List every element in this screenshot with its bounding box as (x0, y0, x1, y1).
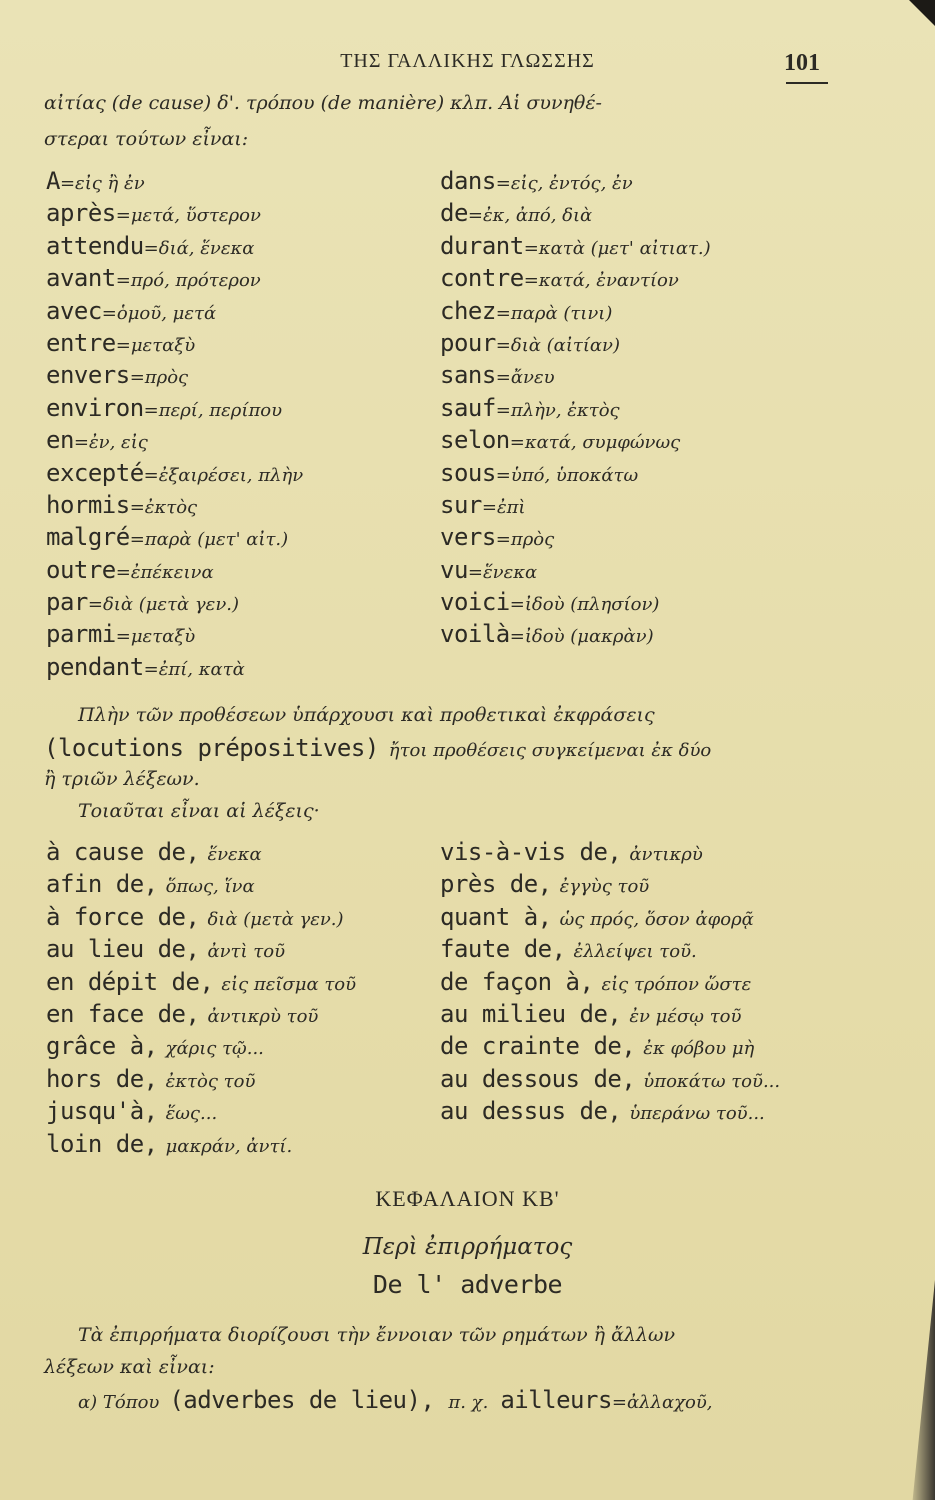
preposition-row-gr: =παρὰ (τινι) (495, 302, 613, 324)
locution-row-gr: ἀντικρὺ (629, 844, 703, 865)
preposition-row-gr: =ὁμοῦ, μετά (101, 302, 217, 324)
preposition-row-fr: A (46, 167, 60, 195)
locution-row-fr: jusqu'à, (46, 1097, 158, 1126)
preposition-row-gr: =ἐξαιρέσει, πλὴν (143, 464, 304, 486)
preposition-row (440, 359, 711, 391)
locution-row-gr: ἕνεκα (207, 844, 262, 865)
preposition-row-fr: en (46, 426, 74, 455)
locution-row-gr: ἐν μέσῳ τοῦ (629, 1005, 742, 1027)
preposition-row-gr: =κατὰ (μετ' αἰτιατ.) (523, 237, 711, 259)
locution-row-fr: en dépit de, (46, 967, 214, 996)
locution-row-fr: hors de, (46, 1064, 158, 1093)
locution-row-gr: ὅπως, ἵνα (165, 876, 255, 898)
locution-row-gr: ἐκτὸς τοῦ (165, 1070, 256, 1092)
preposition-row (46, 359, 303, 391)
page-number-underline (786, 82, 828, 84)
preposition-row-gr: =ἐκ, ἀπό, διὰ (467, 205, 593, 227)
locution-row-fr: de crainte de, (440, 1032, 636, 1061)
preposition-row-fr: durant (440, 231, 524, 260)
preposition-row-fr: après (46, 199, 116, 228)
locution-row-fr: à force de, (46, 902, 200, 931)
locutions-term-gr: ἤτοι προθέσεις συγκείμεναι ἐκ δύο (388, 740, 712, 761)
preposition-row-gr: =κατά, συμφώνως (509, 432, 681, 454)
locution-row-fr: quant à, (440, 902, 552, 931)
preposition-row-fr: pour (440, 328, 496, 357)
preposition-row (46, 295, 303, 327)
preposition-row-gr: =εἰς ἢ ἐν (59, 173, 145, 194)
preposition-row-fr: selon (440, 426, 510, 455)
preposition-row-fr: malgré (46, 523, 130, 552)
preposition-row-fr: sauf (440, 393, 496, 422)
preposition-row-fr: vu (440, 555, 468, 584)
locution-row-fr: vis-à-vis de, (440, 838, 622, 866)
locution-row-gr: ἐκ φόβου μὴ (643, 1038, 755, 1060)
preposition-row-gr: =ἐπί, κατὰ (143, 658, 245, 680)
running-header: ΤΗΣ ΓΑΛΛΙΚΗΣ ΓΛΩΣΣΗΣ (340, 50, 595, 72)
locution-row-fr: au dessous de, (440, 1064, 636, 1093)
locution-row (440, 836, 780, 868)
preposition-row-fr: vers (440, 523, 496, 552)
adverb-example-gr: =ἀλλαχοῦ, (611, 1392, 713, 1413)
adverb-line-3 (78, 1386, 713, 1414)
preposition-row-gr: =διά, ἕνεκα (143, 237, 255, 259)
preposition-row (46, 489, 303, 521)
preposition-row (440, 392, 711, 424)
adverb-place-label: α) Τόπου (78, 1392, 160, 1413)
preposition-row-gr: =πρό, πρότερον (115, 270, 261, 292)
preposition-row-fr: envers (46, 361, 130, 390)
preposition-row (440, 197, 711, 229)
preposition-row-gr: =ἰδοὺ (πλησίον) (509, 594, 660, 616)
preposition-row (46, 554, 303, 586)
preposition-row-gr: =ἐν, εἰς (73, 432, 148, 454)
locution-row-gr: ὡς πρός, ὅσον ἀφορᾷ (559, 908, 754, 930)
adverb-example-label: π. χ. (448, 1392, 489, 1413)
preposition-row-fr: attendu (46, 231, 144, 260)
preposition-row-fr: outre (46, 555, 116, 584)
locution-row-fr: au lieu de, (46, 935, 200, 964)
preposition-row-fr: environ (46, 393, 144, 422)
preposition-row-fr: sans (440, 361, 496, 390)
preposition-row (440, 262, 711, 294)
locution-row-fr: au dessus de, (440, 1097, 622, 1126)
preposition-row-gr: =κατά, ἐναντίον (523, 270, 679, 292)
preposition-row-gr: =ἐκτὸς (129, 496, 198, 518)
preposition-row (440, 457, 711, 489)
preposition-row (46, 197, 303, 229)
preposition-row-fr: entre (46, 328, 116, 357)
preposition-row-fr: dans (440, 167, 496, 195)
locution-row (46, 1030, 356, 1062)
adverb-line-1: Τὰ ἐπιρρήματα διορίζουσι τὴν ἔννοιαν τῶν ρημάτων ἢ ἄλλων (78, 1324, 676, 1346)
preposition-row-fr: sous (440, 458, 496, 487)
locution-row-fr: près de, (440, 870, 552, 899)
preposition-row (440, 165, 711, 197)
preposition-row-fr: par (46, 588, 88, 617)
preposition-row (46, 618, 303, 650)
preposition-row (46, 521, 303, 553)
preposition-row (46, 327, 303, 359)
locution-row-gr: ἀντὶ τοῦ (207, 941, 286, 963)
locution-row (440, 868, 780, 900)
preposition-row (440, 424, 711, 456)
locutions-intro-line-3: ἢ τριῶν λέξεων. (44, 768, 200, 790)
preposition-row (46, 392, 303, 424)
preposition-row-fr: avant (46, 264, 116, 293)
locution-row-gr: ὑπεράνω τοῦ... (629, 1103, 765, 1125)
locution-row (440, 1095, 780, 1127)
page-corner-shadow (909, 0, 935, 26)
preposition-row-fr: de (440, 199, 468, 228)
locution-row-gr: μακράν, ἀντί. (165, 1135, 293, 1157)
locution-row (440, 1063, 780, 1095)
intro-line-2: στεραι τούτων εἶναι: (44, 128, 249, 150)
preposition-row-gr: =ἕνεκα (467, 561, 538, 583)
locution-row (440, 933, 780, 965)
locution-row (46, 836, 356, 868)
preposition-row (440, 327, 711, 359)
adverb-line-2: λέξεων καὶ εἶναι: (44, 1356, 215, 1378)
preposition-row-gr: =πρὸς (129, 367, 189, 389)
preposition-row-fr: voilà (440, 620, 510, 649)
preposition-row-gr: =μεταξὺ (115, 334, 196, 356)
preposition-row (46, 230, 303, 262)
preposition-row-gr: =μετά, ὕστερον (115, 205, 261, 227)
locution-row-fr: grâce à, (46, 1032, 158, 1061)
locutions-intro-line-4: Τοιαῦται εἶναι αἱ λέξεις· (78, 800, 320, 822)
locution-row (46, 1128, 356, 1160)
preposition-row-fr: pendant (46, 652, 144, 681)
preposition-row-gr: =πρὸς (495, 529, 555, 551)
locution-row-gr: ὑποκάτω τοῦ... (643, 1070, 781, 1092)
locution-row-fr: à cause de, (46, 838, 200, 866)
locutions-term-fr: (locutions prépositives) (44, 734, 379, 762)
preposition-row (440, 295, 711, 327)
preposition-row-gr: =πλὴν, ἐκτὸς (495, 399, 620, 421)
preposition-row-gr: =διὰ (αἰτίαν) (495, 334, 621, 356)
locutions-intro-line-1: Πλὴν τῶν προθέσεων ὑπάρχουσι καὶ προθετικαὶ ἐκφράσεις (78, 704, 655, 726)
locution-row-gr: ἐλλείψει τοῦ. (573, 941, 697, 963)
preposition-row (46, 586, 303, 618)
preposition-row-fr: hormis (46, 490, 130, 519)
preposition-list-left (46, 165, 303, 683)
adverb-place-fr: (adverbes de lieu), (169, 1386, 435, 1414)
locution-row-fr: au milieu de, (440, 999, 622, 1028)
preposition-row (46, 165, 303, 197)
locution-row-gr: ἐγγὺς τοῦ (559, 876, 650, 898)
locution-row-gr: εἰς τρόπον ὥστε (601, 973, 752, 995)
locution-row (46, 1095, 356, 1127)
preposition-row-fr: contre (440, 264, 524, 293)
preposition-row-fr: chez (440, 296, 496, 325)
preposition-row-gr: =παρὰ (μετ' αἰτ.) (129, 529, 289, 551)
locution-row-gr: χάρις τῷ... (165, 1038, 264, 1060)
preposition-list-right (440, 165, 711, 651)
locution-row (440, 998, 780, 1030)
adverb-example-fr: ailleurs (500, 1386, 612, 1414)
preposition-row (440, 489, 711, 521)
preposition-row-gr: =εἰς, ἐντός, ἐν (495, 173, 633, 194)
preposition-row-gr: =ἰδοὺ (μακρὰν) (509, 626, 654, 648)
locution-row (46, 1063, 356, 1095)
chapter-subtitle-fr-text: De l' adverbe (372, 1270, 563, 1299)
locution-row (440, 966, 780, 998)
locution-row (46, 901, 356, 933)
preposition-row-gr: =ἐπέκεινα (115, 561, 214, 583)
chapter-subtitle-greek: Περὶ ἐπιρρήματος (362, 1234, 573, 1260)
preposition-row-gr: =διὰ (μετὰ γεν.) (87, 594, 240, 616)
preposition-row (46, 651, 303, 683)
preposition-row-fr: sur (440, 490, 482, 519)
locution-row-gr: ἀντικρὺ τοῦ (207, 1005, 319, 1027)
locution-list-left (46, 836, 356, 1160)
locution-row-fr: loin de, (46, 1129, 158, 1158)
locution-row-fr: faute de, (440, 935, 566, 964)
locution-row (440, 901, 780, 933)
preposition-row-gr: =μεταξὺ (115, 626, 196, 648)
locutions-intro-line-2 (44, 734, 711, 762)
preposition-row (440, 554, 711, 586)
preposition-row (440, 521, 711, 553)
locution-list-right (440, 836, 780, 1128)
locution-row (46, 998, 356, 1030)
locution-row-gr: ἕως... (165, 1103, 218, 1125)
locution-row-fr: afin de, (46, 870, 158, 899)
preposition-row (46, 457, 303, 489)
preposition-row-fr: parmi (46, 620, 116, 649)
preposition-row (440, 618, 711, 650)
locution-row (46, 868, 356, 900)
locution-row-fr: de façon à, (440, 967, 594, 996)
page-number: 101 (784, 50, 820, 76)
chapter-title: ΚΕΦΑΛΑΙΟΝ ΚΒ' (375, 1186, 560, 1211)
preposition-row-gr: =ὑπό, ὑποκάτω (495, 464, 639, 486)
intro-line-1: αἰτίας (de cause) δ'. τρόπου (de manière) κλπ. Αἱ συνηθέ- (44, 92, 602, 114)
chapter-subtitle-french (0, 1270, 935, 1299)
preposition-row-fr: avec (46, 296, 102, 325)
preposition-row-gr: =ἄνευ (495, 367, 555, 389)
page-edge-shadow (907, 1280, 935, 1500)
locution-row-fr: en face de, (46, 999, 200, 1028)
locution-row-gr: εἰς πεῖσμα τοῦ (221, 973, 357, 995)
preposition-row (440, 586, 711, 618)
locution-row-gr: διὰ (μετὰ γεν.) (207, 908, 344, 930)
preposition-row-gr: =ἐπὶ (481, 496, 526, 518)
preposition-row-fr: voici (440, 588, 510, 617)
preposition-row (440, 230, 711, 262)
locution-row (46, 966, 356, 998)
locution-row (46, 933, 356, 965)
preposition-row-gr: =περί, περίπου (143, 399, 283, 421)
preposition-row-fr: excepté (46, 458, 144, 487)
locution-row (440, 1030, 780, 1062)
preposition-row (46, 262, 303, 294)
preposition-row (46, 424, 303, 456)
